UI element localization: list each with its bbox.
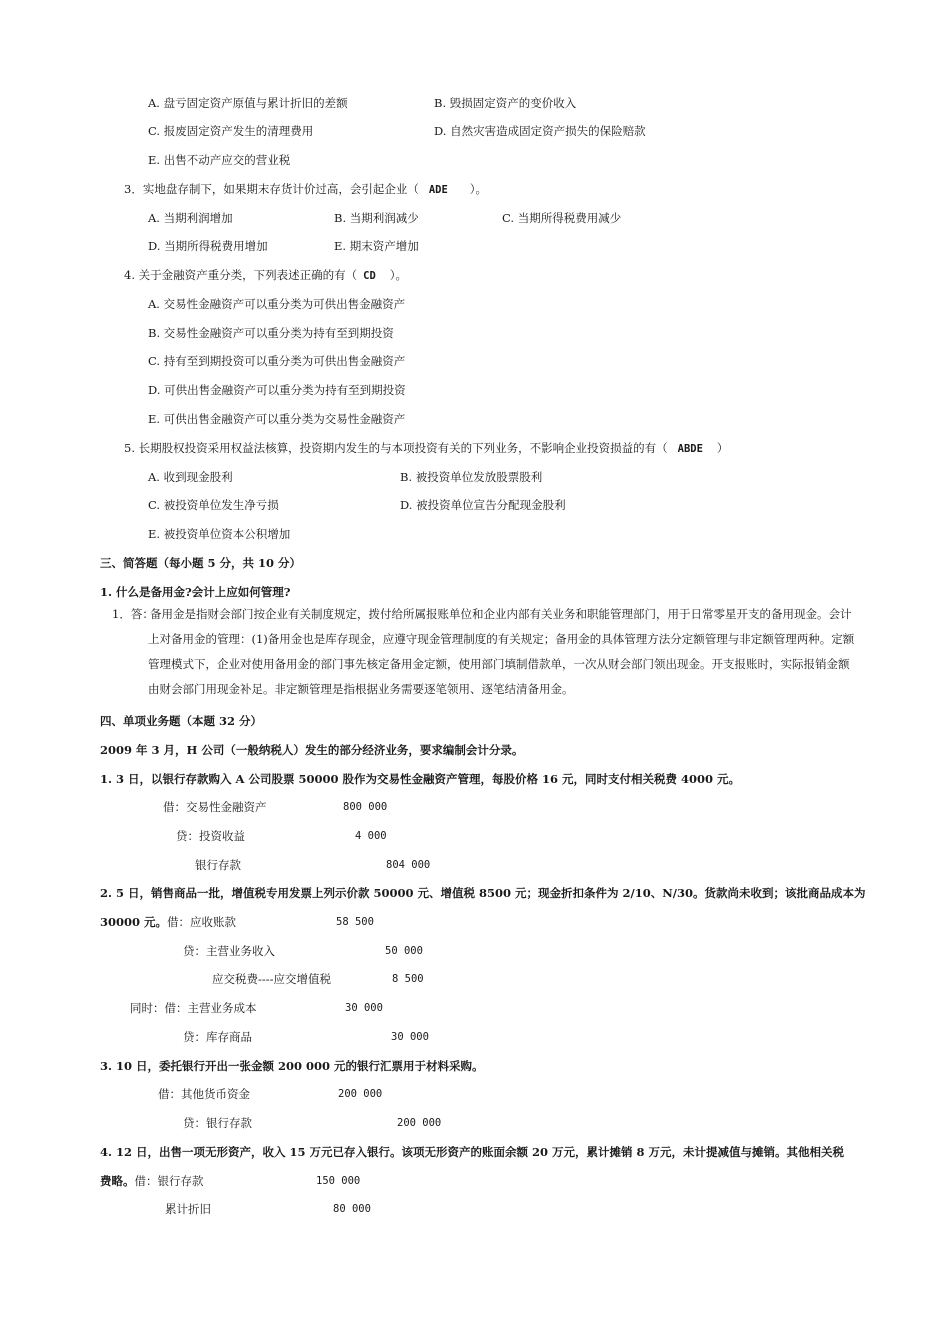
- t2-title-line2-row: [100, 914, 236, 930]
- t2-title-line1: 2. 5 日，销售商品一批，增值税专用发票上列示价款 50000 元、增值税 8500 元；现金折扣条件为 2/10、N/30。货款尚未收到；该批商品成本为: [100, 886, 866, 900]
- q4-stem-before: 4. 关于金融资产重分类，下列表述正确的有（: [124, 268, 358, 282]
- t4-line2-amount: 80 000: [333, 1203, 371, 1215]
- q3-option-c: C. 当期所得税费用减少: [502, 211, 622, 225]
- section3-answer-label: 1．答：: [112, 607, 154, 621]
- t3-line2-amount: 200 000: [397, 1117, 442, 1129]
- q5-option-c: C. 被投资单位发生净亏损: [148, 498, 279, 512]
- t1-line1-account: 借：交易性金融资产: [163, 800, 267, 814]
- t2-line1-amount: 58 500: [336, 916, 374, 928]
- q4-option-b: B. 交易性金融资产可以重分类为持有至到期投资: [148, 326, 394, 340]
- q2-option-c: C. 报废固定资产发生的清理费用: [148, 124, 314, 138]
- t4-line1-amount: 150 000: [316, 1175, 361, 1187]
- t2-line1-account: 借：应收账款: [167, 915, 237, 929]
- t2-line5-account: 贷：库存商品: [183, 1030, 252, 1044]
- q3-option-a: A. 当期利润增加: [148, 211, 233, 225]
- q3-option-e: E. 期末资产增加: [334, 239, 419, 253]
- q3-stem-before: 3．实地盘存制下，如果期末存货计价过高，会引起企业（: [124, 182, 419, 196]
- q5-answer: ABDE: [677, 443, 703, 455]
- q4-option-d: D. 可供出售金融资产可以重分类为持有至到期投资: [148, 383, 406, 397]
- q3-stem-after: ）。: [469, 182, 488, 196]
- q4-option-c: C. 持有至到期投资可以重分类为可供出售金融资产: [148, 354, 406, 368]
- q5-option-e: E. 被投资单位资本公积增加: [148, 527, 291, 541]
- section4-intro: 2009 年 3 月，H 公司（一般纳税人）发生的部分经济业务，要求编制会计分录。: [100, 743, 524, 757]
- t2-line4-amount: 30 000: [345, 1002, 383, 1014]
- t1-line3-amount: 804 000: [386, 859, 431, 871]
- q3-option-d: D. 当期所得税费用增加: [148, 239, 268, 253]
- q5-stem-after: ）: [716, 441, 729, 455]
- t1-line3-account: 银行存款: [195, 858, 241, 872]
- t2-line3-account: 应交税费----应交增值税: [212, 972, 332, 986]
- t2-line2-account: 贷：主营业务收入: [183, 944, 275, 958]
- t1-line2-account: 贷：投资收益: [176, 829, 245, 843]
- t2-line5-amount: 30 000: [391, 1031, 429, 1043]
- q5-option-b: B. 被投资单位发放股票股利: [400, 470, 543, 484]
- section4-title: 四、单项业务题（本题 32 分）: [100, 714, 263, 728]
- section3-answer-text: [148, 602, 860, 702]
- t4-line1-account: 借：银行存款: [134, 1174, 204, 1188]
- t4-line2-account: 累计折旧: [165, 1202, 211, 1216]
- q4-stem-after: ）。: [389, 268, 408, 282]
- t3-line1-amount: 200 000: [338, 1088, 383, 1100]
- t2-title-line2: 30000 元。: [100, 915, 168, 929]
- q3-option-b: B. 当期利润减少: [334, 211, 419, 225]
- q5-option-a: A. 收到现金股利: [148, 470, 233, 484]
- section3-q1-title: 1. 什么是备用金?会计上应如何管理?: [100, 585, 291, 599]
- t3-line2-account: 贷：银行存款: [183, 1116, 252, 1130]
- q2-option-b: B. 毁损固定资产的变价收入: [434, 96, 577, 110]
- t2-line2-amount: 50 000: [385, 945, 423, 957]
- q4-answer: CD: [363, 270, 376, 282]
- q3-answer: ADE: [428, 184, 448, 196]
- t3-title: 3. 10 日，委托银行开出一张金额 200 000 元的银行汇票用于材料采购。: [100, 1059, 484, 1073]
- t3-line1-account: 借：其他货币资金: [158, 1087, 250, 1101]
- q5-option-d: D. 被投资单位宣告分配现金股利: [400, 498, 566, 512]
- q3-stem: [124, 181, 487, 198]
- t4-title-line2: 费略。: [100, 1174, 135, 1188]
- t2-line3-amount: 8 500: [392, 973, 424, 985]
- q5-stem-before: 5. 长期股权投资采用权益法核算，投资期内发生的与本项投资有关的下列业务，不影响企业投资损益的有（: [124, 441, 668, 455]
- answer-paragraph: 备用金是指财会部门按企业有关制度规定，拨付给所属报账单位和企业内部有关业务和职能管理部门，用于日常零星开支的备用现金。会计上对备用金的管理：(1)备用金也是库存现金，应遵守现金管理制度的有关规定；备用金的具体管理方法分定额管理与非定额管理两种。定额管理模式下，企业对使用备用金的部门事先核定备用金定额，使用部门填制借款单，一次从财会部门领出现金。开支报账时，实际报销金额由财会部门用现金补足。非定额管理是指根据业务需要逐笔领用、逐笔结清备用金。: [148, 607, 855, 696]
- t1-title: 1. 3 日，以银行存款购入 A 公司股票 50000 股作为交易性金融资产管理，每股价格 16 元，同时支付相关税费 4000 元。: [100, 772, 740, 786]
- section3-title: 三、简答题（每小题 5 分，共 10 分）: [100, 556, 302, 570]
- q2-option-a: A. 盘亏固定资产原值与累计折旧的差额: [148, 96, 348, 110]
- t1-line1-amount: 800 000: [343, 801, 388, 813]
- q2-option-d: D. 自然灾害造成固定资产损失的保险赔款: [434, 124, 646, 138]
- q4-option-a: A. 交易性金融资产可以重分类为可供出售金融资产: [148, 297, 406, 311]
- q4-option-e: E. 可供出售金融资产可以重分类为交易性金融资产: [148, 412, 406, 426]
- q2-option-e: E. 出售不动产应交的营业税: [148, 153, 291, 167]
- t4-title-line1: 4. 12 日，出售一项无形资产，收入 15 万元已存入银行。该项无形资产的账面余额 20 万元，累计摊销 8 万元，未计提减值与摊销。其他相关税: [100, 1145, 845, 1159]
- t1-line2-amount: 4 000: [355, 830, 387, 842]
- t2-line4-account: 同时：借：主营业务成本: [130, 1001, 257, 1015]
- q4-stem: [124, 267, 407, 284]
- q5-stem: [124, 440, 728, 457]
- t4-title-line2-row: [100, 1173, 204, 1189]
